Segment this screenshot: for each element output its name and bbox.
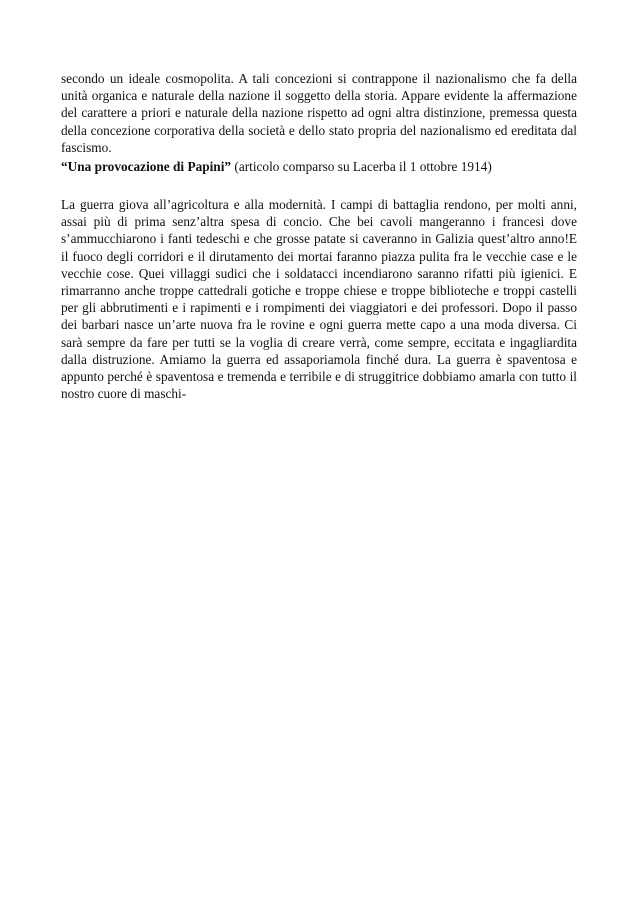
article-heading [61,158,577,175]
article-source: (articolo comparso su Lacerba il 1 ottobre 1914) [231,159,492,174]
article-title: “Una provocazione di Papini” [61,159,232,174]
paragraph-papini-quote: La guerra giova all’agricoltura e alla modernità. I campi di battaglia rendono, per molti anni, assai più di prima senz’altra spesa di concio. Che bei cavoli mangeranno i francesi dove s’ammucchiarono i fanti tedeschi e che grosse patate si caveranno in Galizia quest’altro anno!E il fuoco degli corridori e il dirutamento dei mortai faranno piazza pulita fra le vecchie case e le vecchie cose. Quei villaggi sudici che i soldatacci incendiarono saranno rifatti più igienici. E rimarranno anche troppe cattedrali gotiche e troppe chiese e troppe biblioteche e troppi castelli per gli abbrutimenti e i rapimenti e i rompimenti dei viaggiatori e dei professori. Dopo il passo dei barbari nasce un’arte nuova fra le rovine e ogni guerra mette capo a una moda diversa. Ci sarà sempre da fare per tutti se la voglia di creare verrà, come sempre, eccitata e ingagliardita dalla distruzione. Amiamo la guerra ed assaporiamola finché dura. La guerra è spaventosa e appunto perché è spaventosa e tremenda e terribile e di struggitrice dobbiamo amarla con tutto il nostro cuore di maschi- [61,197,577,402]
paragraph-nationalism: secondo un ideale cosmopolita. A tali concezioni si contrappone il nazionalismo che fa della unità organica e naturale della nazione il soggetto della storia. Appare evidente la affermazione del carattere a priori e naturale della nazione rispetto ad ogni altra distinzione, premessa questa della concezione corporativa della società e dello stato propria del nazionalismo ed ereditata dal fascismo. [61,71,577,155]
